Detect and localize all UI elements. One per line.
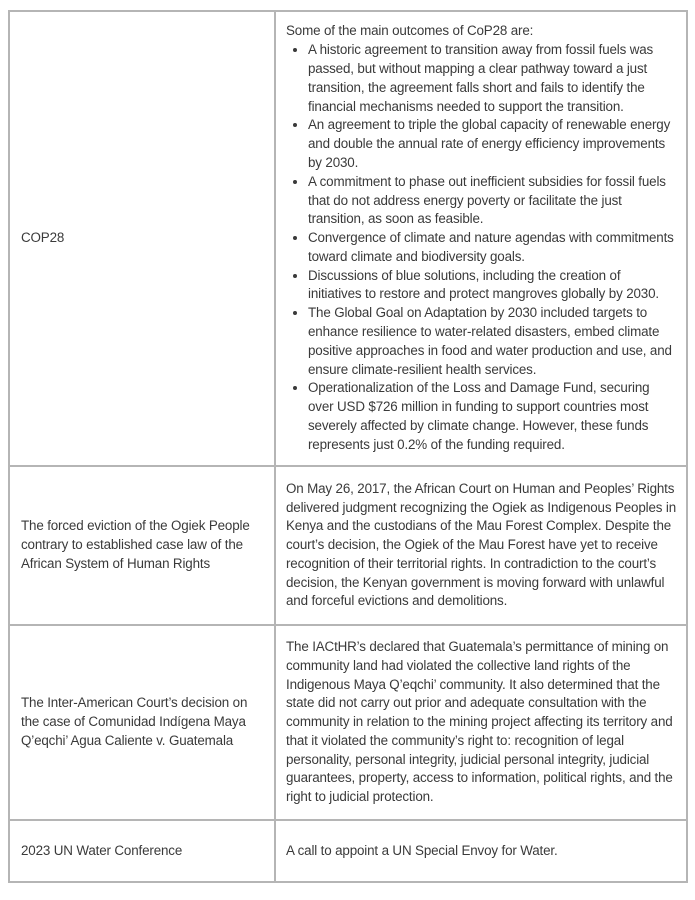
table-row: [9, 820, 687, 882]
outcomes-list: [286, 41, 676, 455]
body-text: On May 26, 2017, the African Court on Human and Peoples’ Rights delivered judgment recognizing the Ogiek as Indigenous Peoples in Kenya and the custodians of the Mau Forest Complex. Despite the court’s decision, the Ogiek of the Mau Forest have yet to receive recognition of their territorial rights. In contradiction to the court’s decision, the Kenyan government is moving forward with unlawful and forceful evictions and demolitions.: [286, 480, 676, 609]
table-row: [9, 625, 687, 820]
row-content: [275, 466, 687, 625]
list-item: • An agreement to triple the global capacity of renewable energy and double the annual rate of energy efficiency improvements by 2030.: [308, 116, 676, 172]
body-text: A call to appoint a UN Special Envoy for Water.: [286, 842, 558, 858]
list-item: • Operationalization of the Loss and Damage Fund, securing over USD $726 million in funding to support countries most severely affected by climate change. However, these funds represents just 0.2% of the funding required.: [308, 379, 676, 454]
row-label: 2023 UN Water Conference: [9, 820, 275, 882]
table-row: [9, 11, 687, 466]
body-text: The IACtHR’s declared that Guatemala’s permittance of mining on community land had violated the collective land rights of the Indigenous Maya Q’eqchi’ community. It also determined that the state did not carry out prior and adequate consultation with the community in relation to the mining project affecting its territory and that it violated the community’s right to: recognition of legal personality, personal integrity, judicial personal integrity, judicial guarantees, property, access to information, political rights, and the right to judicial protection.: [286, 638, 673, 805]
list-item: • Convergence of climate and nature agendas with commitments toward climate and biodiversity goals.: [308, 229, 676, 267]
intro-text: Some of the main outcomes of CoP28 are:: [286, 23, 534, 39]
row-content: [275, 625, 687, 820]
list-item: • The Global Goal on Adaptation by 2030 included targets to enhance resilience to water-related disasters, embed climate positive approaches in food and water production and use, and ensure climate-resilient health services.: [308, 304, 676, 379]
row-content: [275, 820, 687, 882]
row-label: The Inter-American Court’s decision on the case of Comunidad Indígena Maya Q’eqchi’ Agua Caliente v. Guatemala: [9, 625, 275, 820]
outcomes-table: [8, 10, 688, 883]
list-item: • A commitment to phase out inefficient subsidies for fossil fuels that do not address energy poverty or facilitate the just transition, as soon as feasible.: [308, 173, 676, 229]
row-content: [275, 11, 687, 466]
table-row: [9, 466, 687, 625]
row-label: The forced eviction of the Ogiek People contrary to established case law of the African System of Human Rights: [9, 466, 275, 625]
row-label: COP28: [9, 11, 275, 466]
list-item: • A historic agreement to transition away from fossil fuels was passed, but without mapping a clear pathway toward a just transition, the agreement falls short and fails to identify the financial mechanisms needed to support the transition.: [308, 41, 676, 116]
list-item: • Discussions of blue solutions, including the creation of initiatives to restore and protect mangroves globally by 2030.: [308, 267, 676, 305]
